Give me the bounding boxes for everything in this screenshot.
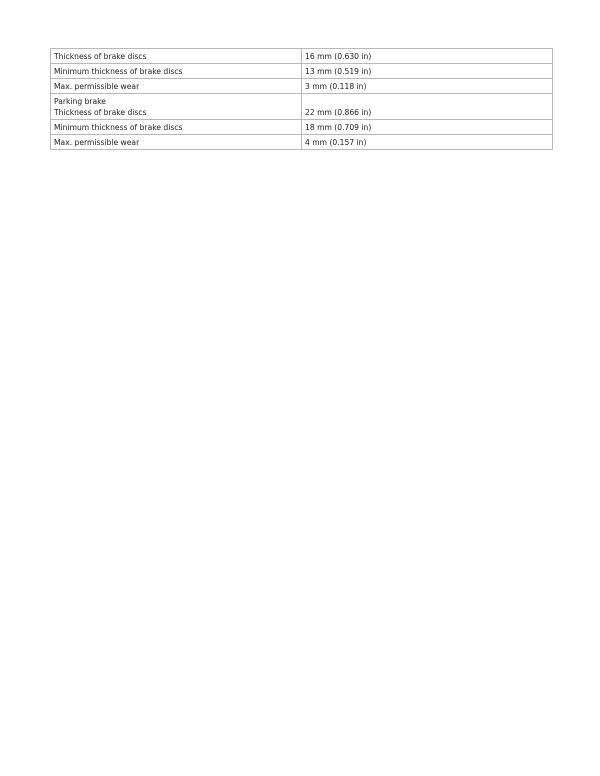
section-heading-parking-brake: Parking brake (54, 97, 106, 106)
spec-label-with-heading (51, 94, 302, 120)
table-row (51, 79, 553, 94)
spec-label: Max. permissible wear (51, 135, 302, 150)
spec-value: 16 mm (0.630 in) (302, 49, 553, 64)
spec-label: Max. permissible wear (51, 79, 302, 94)
spec-value: 4 mm (0.157 in) (302, 135, 553, 150)
brake-disc-spec-table (50, 48, 553, 150)
spec-value: 18 mm (0.709 in) (302, 120, 553, 135)
table-row (51, 120, 553, 135)
table-row (51, 49, 553, 64)
table-row (51, 64, 553, 79)
spec-label: Minimum thickness of brake discs (51, 120, 302, 135)
table-row (51, 94, 553, 120)
spec-value: 13 mm (0.519 in) (302, 64, 553, 79)
spec-label: Thickness of brake discs (51, 49, 302, 64)
spec-label: Thickness of brake discs (54, 108, 147, 117)
table-row (51, 135, 553, 150)
spec-value: 3 mm (0.118 in) (302, 79, 553, 94)
spec-label: Minimum thickness of brake discs (51, 64, 302, 79)
spec-value: 22 mm (0.866 in) (302, 94, 553, 120)
